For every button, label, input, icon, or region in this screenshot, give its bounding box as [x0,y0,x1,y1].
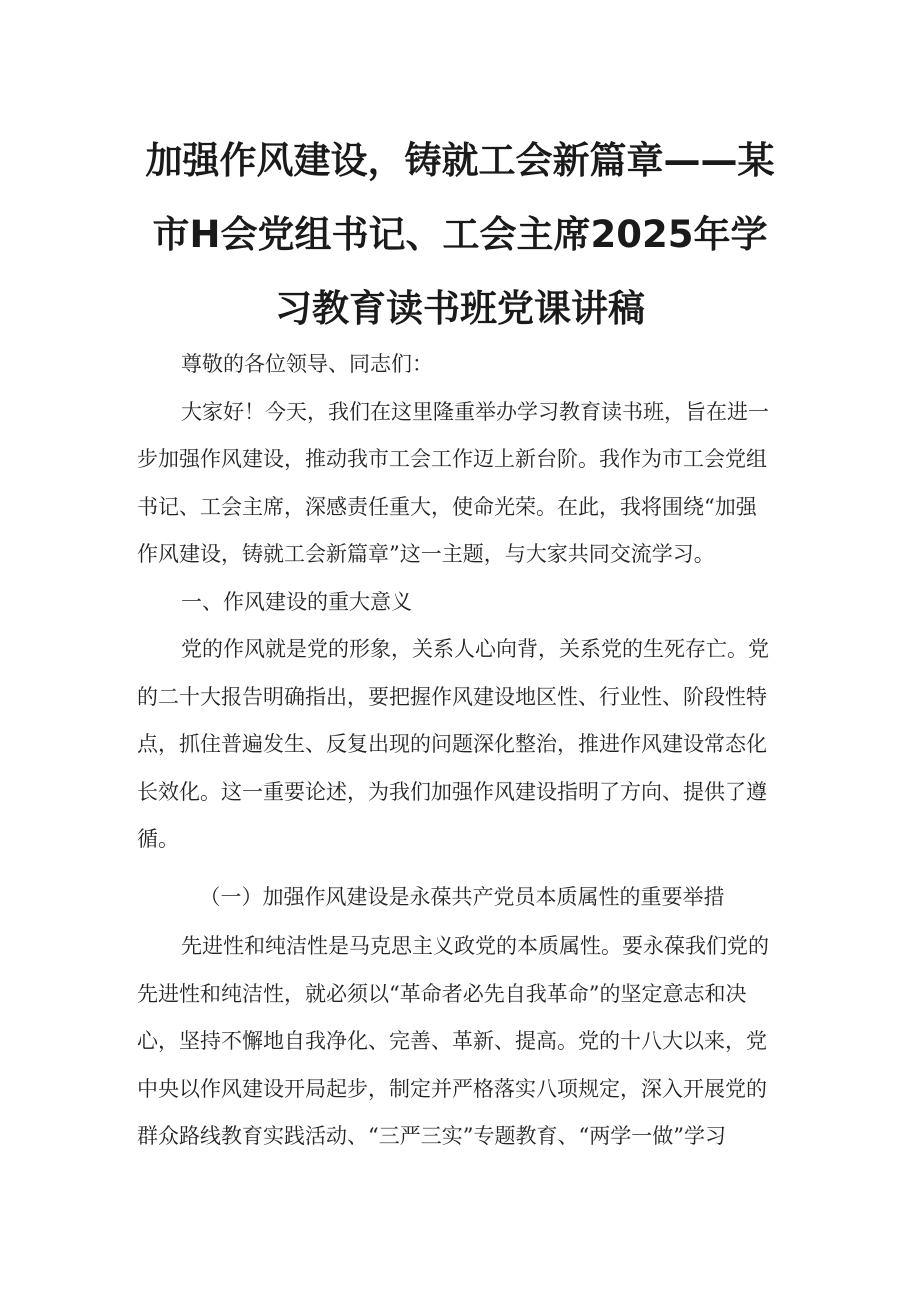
section-1-line-4: 长效化。这一重要论述，为我们加强作风建设指明了方向、提供了遵 [137,779,767,804]
section-1-line-2: 的二十大报告明确指出，要把握作风建设地区性、行业性、阶段性特 [137,684,767,709]
title-line-2: 市H会党组书记、工会主席2025年学 [152,213,768,256]
section-1-line-3: 点，抓住普遍发生、反复出现的问题深化整治，推进作风建设常态化 [137,732,767,756]
section-1-heading: 一、作风建设的重大意义 [181,589,412,614]
intro-line-2: 步加强作风建设，推动我市工会工作迈上新台阶。我作为市工会党组 [137,447,767,471]
intro-line-1: 大家好！今天，我们在这里隆重举办学习教育读书班，旨在进一 [181,399,769,424]
salutation-text: 尊敬的各位领导、同志们： [181,352,433,376]
subsection-1-line-5: 群众路线教育实践活动、“三严三实”专题教育、“两学一做”学习 [137,1124,726,1148]
subsection-1-line-4: 中央以作风建设开局起步，制定并严格落实八项规定，深入开展党的 [137,1076,767,1101]
document-body [137,341,787,1161]
salutation [137,341,787,389]
intro-paragraph [137,389,787,579]
intro-line-4: 作风建设，铸就工会新篇章”这一主题，与大家共同交流学习。 [137,542,715,566]
title-line-1: 加强作风建设，铸就工会新篇章——某 [145,139,775,182]
subsection-1-heading: （一）加强作风建设是永葆共产党员本质属性的重要举措 [199,884,725,909]
section-1-line-5: 循。 [137,827,179,851]
intro-line-3: 书记、工会主席，深感责任重大，使命光荣。在此，我将围绕“加强 [137,494,757,519]
document-title [120,132,800,338]
subsection-1-line-2: 先进性和纯洁性，就必须以“革命者必先自我革命”的坚定意志和决 [137,981,747,1006]
section-1-paragraph [137,626,787,864]
subsection-1-line-1: 先进性和纯洁性是马克思主义政党的本质属性。要永葆我们党的 [181,934,769,958]
subsection-1-line-3: 心，坚持不懈地自我净化、完善、革新、提高。党的十八大以来，党 [137,1029,767,1053]
section-1-line-1: 党的作风就是党的形象，关系人心向背，关系党的生死存亡。党 [181,637,769,661]
subsection-1-paragraph [137,923,787,1161]
title-line-3: 习教育读书班党课讲稿 [275,287,645,330]
